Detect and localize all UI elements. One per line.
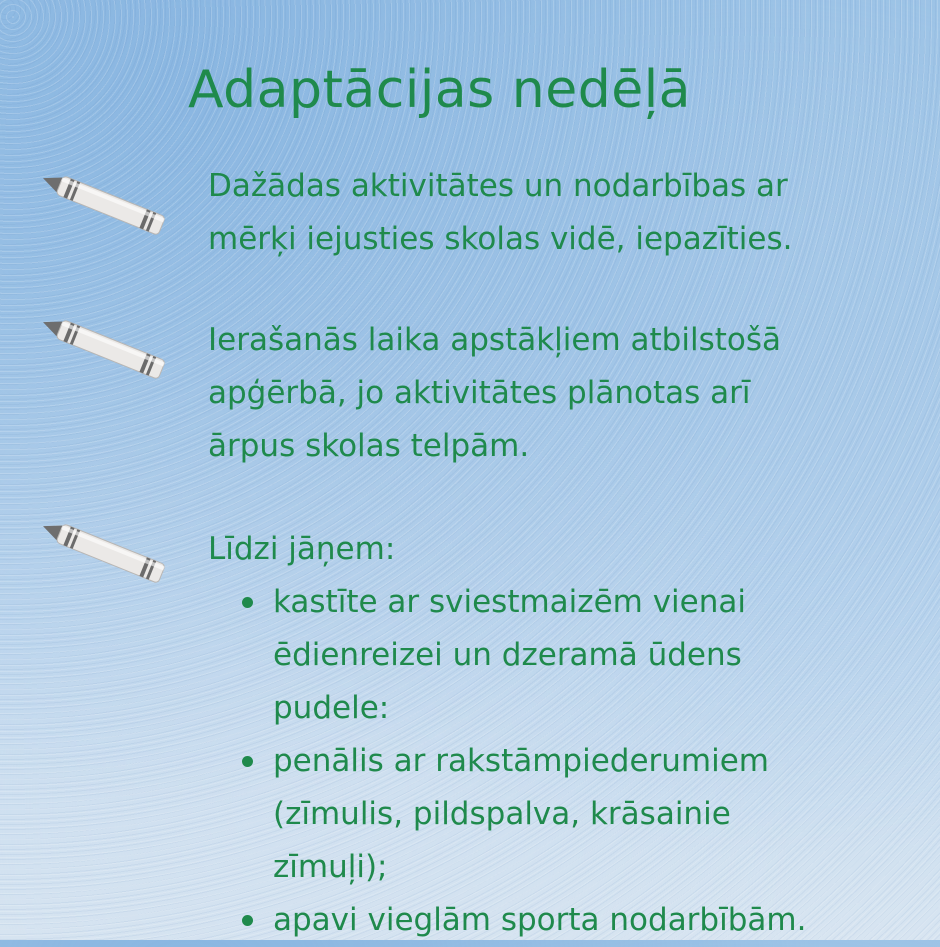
page-title: Adaptācijas nedēļā [188, 60, 692, 120]
bring-along-heading [208, 523, 395, 576]
list-item [240, 735, 806, 894]
list-item-line: zīmuļi); [273, 849, 388, 885]
bullet-dot-icon [242, 597, 253, 608]
list-item-line: (zīmulis, pildspalva, krāsainie [273, 796, 731, 832]
paragraph-line: mērķi iejusties skolas vidē, iepazīties. [208, 221, 793, 257]
paragraph-line: apģērbā, jo aktivitātes plānotas arī [208, 375, 751, 411]
clothing-paragraph [208, 314, 781, 473]
paragraph-line: ārpus skolas telpām. [208, 428, 530, 464]
bullet-dot-icon [242, 756, 253, 767]
list-item-line: ēdienreizei un dzeramā ūdens [273, 637, 742, 673]
crayon-icon [34, 316, 180, 380]
list-item-line: pudele: [273, 690, 390, 726]
list-item [240, 894, 806, 947]
bullet-dot-icon [242, 915, 253, 926]
activities-paragraph [208, 160, 792, 266]
paragraph-line: Dažādas aktivitātes un nodarbības ar [208, 168, 788, 204]
crayon-icon [34, 172, 180, 236]
list-item-line: apavi vieglām sporta nodarbībām. [273, 902, 807, 938]
list-item-line: penālis ar rakstāmpiederumiem [273, 743, 769, 779]
crayon-icon [34, 520, 180, 584]
paragraph-line: Ierašanās laika apstākļiem atbilstošā [208, 322, 781, 358]
paragraph-line: Līdzi jāņem: [208, 531, 396, 567]
list-item-line: kastīte ar sviestmaizēm vienai [273, 584, 746, 620]
items-list [240, 576, 806, 947]
list-item [240, 576, 806, 735]
